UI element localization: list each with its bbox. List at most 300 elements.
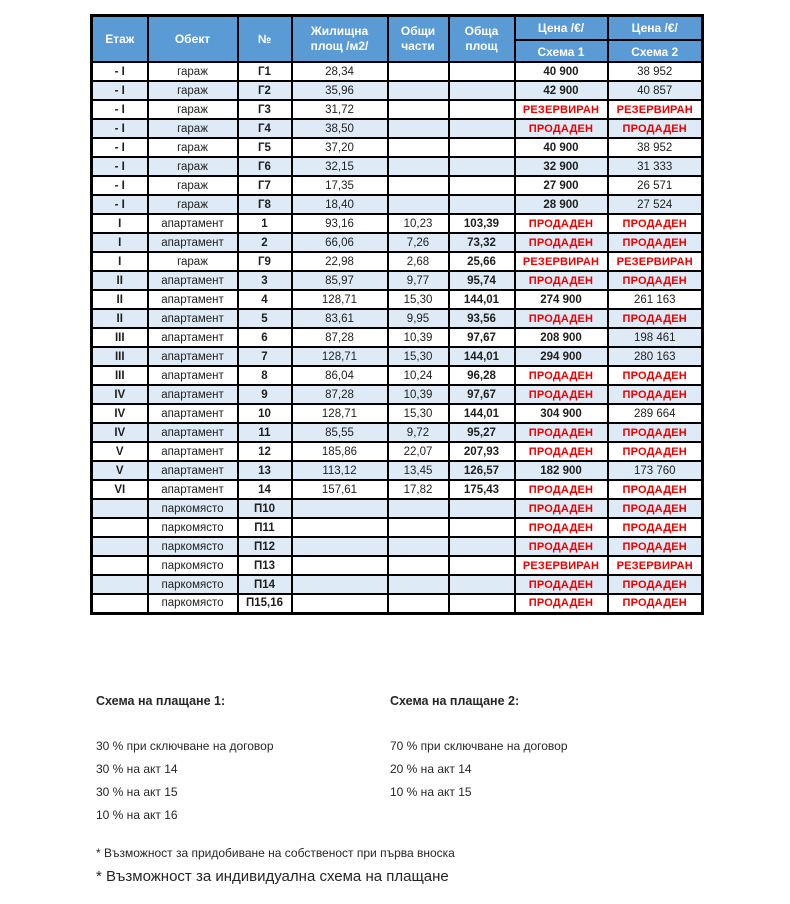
- cell-total-area: 207,93: [449, 442, 515, 461]
- cell-object: гараж: [148, 100, 238, 119]
- cell-total-area: [449, 100, 515, 119]
- cell-price-scheme1: ПРОДАДЕН: [515, 309, 608, 328]
- cell-common-parts: 9,95: [388, 309, 449, 328]
- cell-floor: I: [92, 252, 148, 271]
- cell-object: паркомясто: [148, 575, 238, 594]
- header-price2-label: Цена /€/: [631, 21, 678, 35]
- cell-object: гараж: [148, 157, 238, 176]
- table-row: [92, 309, 703, 328]
- cell-floor: III: [92, 328, 148, 347]
- cell-price-scheme1: ПРОДАДЕН: [515, 271, 608, 290]
- scheme-1-item: 30 % при сключване на договор: [96, 739, 274, 753]
- cell-common-parts: [388, 119, 449, 138]
- cell-common-parts: [388, 575, 449, 594]
- cell-floor: - I: [92, 157, 148, 176]
- cell-common-parts: 7,26: [388, 233, 449, 252]
- cell-price-scheme1: РЕЗЕРВИРАН: [515, 252, 608, 271]
- table-row: [92, 575, 703, 594]
- cell-object: гараж: [148, 252, 238, 271]
- table-row: [92, 271, 703, 290]
- cell-floor: II: [92, 271, 148, 290]
- cell-floor: - I: [92, 62, 148, 81]
- cell-price-scheme2: РЕЗЕРВИРАН: [608, 252, 703, 271]
- cell-price-scheme2: РЕЗЕРВИРАН: [608, 556, 703, 575]
- cell-floor: III: [92, 347, 148, 366]
- cell-price-scheme2: ПРОДАДЕН: [608, 423, 703, 442]
- cell-living-area: 31,72: [292, 100, 388, 119]
- cell-number: 4: [238, 290, 292, 309]
- cell-floor: - I: [92, 138, 148, 157]
- cell-price-scheme1: 274 900: [515, 290, 608, 309]
- header-scheme2-label: Схема 2: [609, 39, 702, 61]
- cell-floor: VI: [92, 480, 148, 499]
- cell-price-scheme1: 294 900: [515, 347, 608, 366]
- cell-price-scheme2: 26 571: [608, 176, 703, 195]
- table-row: [92, 556, 703, 575]
- cell-object: гараж: [148, 62, 238, 81]
- cell-number: П15,16: [238, 594, 292, 613]
- cell-object: апартамент: [148, 461, 238, 480]
- cell-floor: [92, 575, 148, 594]
- cell-total-area: [449, 176, 515, 195]
- table-row: [92, 518, 703, 537]
- cell-living-area: 38,50: [292, 119, 388, 138]
- scheme-1-item: 30 % на акт 15: [96, 785, 178, 799]
- cell-price-scheme1: 182 900: [515, 461, 608, 480]
- cell-number: 6: [238, 328, 292, 347]
- cell-total-area: 97,67: [449, 328, 515, 347]
- cell-price-scheme2: 280 163: [608, 347, 703, 366]
- cell-object: апартамент: [148, 366, 238, 385]
- cell-object: апартамент: [148, 233, 238, 252]
- cell-number: П12: [238, 537, 292, 556]
- cell-living-area: [292, 518, 388, 537]
- cell-number: 8: [238, 366, 292, 385]
- cell-number: П11: [238, 518, 292, 537]
- cell-common-parts: 10,39: [388, 328, 449, 347]
- cell-object: паркомясто: [148, 518, 238, 537]
- cell-common-parts: 2,68: [388, 252, 449, 271]
- cell-living-area: 18,40: [292, 195, 388, 214]
- cell-living-area: 35,96: [292, 81, 388, 100]
- cell-object: апартамент: [148, 385, 238, 404]
- header-common-parts-line1: Общи: [400, 24, 436, 38]
- cell-total-area: [449, 119, 515, 138]
- cell-common-parts: [388, 157, 449, 176]
- scheme-2-item: 20 % на акт 14: [390, 762, 472, 776]
- cell-living-area: 85,55: [292, 423, 388, 442]
- cell-total-area: 175,43: [449, 480, 515, 499]
- cell-common-parts: [388, 138, 449, 157]
- cell-total-area: 144,01: [449, 290, 515, 309]
- scheme-2-item: 10 % на акт 15: [390, 785, 472, 799]
- cell-living-area: 93,16: [292, 214, 388, 233]
- footnote-ownership: * Възможност за придобиване на собственост при първа вноска: [96, 846, 455, 860]
- cell-number: Г2: [238, 81, 292, 100]
- cell-price-scheme2: ПРОДАДЕН: [608, 480, 703, 499]
- cell-total-area: [449, 594, 515, 613]
- cell-price-scheme1: РЕЗЕРВИРАН: [515, 556, 608, 575]
- cell-common-parts: [388, 556, 449, 575]
- table-body: [92, 62, 703, 613]
- header-total-area-line1: Обща: [464, 24, 499, 38]
- cell-total-area: 97,67: [449, 385, 515, 404]
- cell-number: П14: [238, 575, 292, 594]
- cell-floor: IV: [92, 423, 148, 442]
- cell-price-scheme1: ПРОДАДЕН: [515, 537, 608, 556]
- cell-price-scheme2: ПРОДАДЕН: [608, 499, 703, 518]
- cell-number: Г3: [238, 100, 292, 119]
- cell-price-scheme2: ПРОДАДЕН: [608, 233, 703, 252]
- table-row: [92, 195, 703, 214]
- cell-common-parts: [388, 100, 449, 119]
- table-row: [92, 499, 703, 518]
- cell-price-scheme1: 27 900: [515, 176, 608, 195]
- cell-number: 3: [238, 271, 292, 290]
- cell-price-scheme1: 32 900: [515, 157, 608, 176]
- cell-object: апартамент: [148, 271, 238, 290]
- cell-object: паркомясто: [148, 537, 238, 556]
- cell-price-scheme1: 28 900: [515, 195, 608, 214]
- cell-floor: II: [92, 290, 148, 309]
- cell-common-parts: [388, 62, 449, 81]
- cell-number: 11: [238, 423, 292, 442]
- cell-total-area: [449, 138, 515, 157]
- cell-common-parts: 15,30: [388, 290, 449, 309]
- cell-total-area: [449, 81, 515, 100]
- cell-price-scheme2: ПРОДАДЕН: [608, 537, 703, 556]
- cell-common-parts: [388, 518, 449, 537]
- table-row: [92, 404, 703, 423]
- cell-total-area: 96,28: [449, 366, 515, 385]
- cell-living-area: 128,71: [292, 290, 388, 309]
- cell-floor: - I: [92, 81, 148, 100]
- cell-total-area: [449, 499, 515, 518]
- cell-number: 9: [238, 385, 292, 404]
- table-row: [92, 138, 703, 157]
- cell-common-parts: [388, 537, 449, 556]
- header-total-area: [449, 16, 515, 63]
- cell-living-area: 87,28: [292, 328, 388, 347]
- table-row: [92, 480, 703, 499]
- table-row: [92, 594, 703, 613]
- cell-object: гараж: [148, 81, 238, 100]
- header-living-area-line2: площ /м2/: [310, 39, 369, 53]
- cell-floor: [92, 594, 148, 613]
- cell-number: Г4: [238, 119, 292, 138]
- cell-number: 13: [238, 461, 292, 480]
- header-price1-label: Цена /€/: [537, 21, 585, 35]
- cell-object: паркомясто: [148, 594, 238, 613]
- table-row: [92, 290, 703, 309]
- table-row: [92, 328, 703, 347]
- footnote-individual-scheme: * Възможност за индивидуална схема на плащане: [96, 868, 449, 885]
- cell-price-scheme2: 38 952: [608, 138, 703, 157]
- cell-price-scheme2: ПРОДАДЕН: [608, 309, 703, 328]
- cell-floor: - I: [92, 195, 148, 214]
- cell-object: гараж: [148, 195, 238, 214]
- cell-common-parts: [388, 81, 449, 100]
- cell-floor: [92, 518, 148, 537]
- cell-living-area: 85,97: [292, 271, 388, 290]
- payment-scheme-1: [96, 694, 390, 827]
- cell-price-scheme1: 40 900: [515, 138, 608, 157]
- header-common-parts: [388, 16, 449, 63]
- cell-price-scheme2: ПРОДАДЕН: [608, 575, 703, 594]
- cell-floor: [92, 537, 148, 556]
- scheme-1-title: Схема на плащане 1:: [96, 694, 226, 708]
- cell-floor: II: [92, 309, 148, 328]
- cell-price-scheme1: ПРОДАДЕН: [515, 366, 608, 385]
- cell-total-area: 93,56: [449, 309, 515, 328]
- cell-living-area: 113,12: [292, 461, 388, 480]
- cell-number: 1: [238, 214, 292, 233]
- cell-object: апартамент: [148, 214, 238, 233]
- table-row: [92, 442, 703, 461]
- payment-scheme-2: [390, 694, 568, 827]
- cell-total-area: [449, 518, 515, 537]
- cell-object: апартамент: [148, 404, 238, 423]
- scheme-1-item: 10 % на акт 16: [96, 808, 178, 822]
- cell-price-scheme1: 304 900: [515, 404, 608, 423]
- cell-price-scheme1: ПРОДАДЕН: [515, 233, 608, 252]
- header-price-scheme1: [515, 16, 608, 63]
- table-row: [92, 461, 703, 480]
- cell-number: 14: [238, 480, 292, 499]
- price-table: [90, 14, 704, 615]
- cell-object: паркомясто: [148, 556, 238, 575]
- header-common-parts-line2: части: [401, 39, 435, 53]
- cell-number: Г5: [238, 138, 292, 157]
- table-row: [92, 119, 703, 138]
- header-living-area: [292, 16, 388, 63]
- cell-object: гараж: [148, 119, 238, 138]
- cell-living-area: 28,34: [292, 62, 388, 81]
- cell-total-area: [449, 556, 515, 575]
- cell-price-scheme2: ПРОДАДЕН: [608, 119, 703, 138]
- cell-floor: - I: [92, 119, 148, 138]
- cell-price-scheme2: ПРОДАДЕН: [608, 385, 703, 404]
- cell-object: апартамент: [148, 480, 238, 499]
- scheme-1-item: 30 % на акт 14: [96, 762, 178, 776]
- table-row: [92, 176, 703, 195]
- cell-common-parts: 15,30: [388, 347, 449, 366]
- cell-total-area: 103,39: [449, 214, 515, 233]
- cell-object: гараж: [148, 176, 238, 195]
- cell-floor: IV: [92, 385, 148, 404]
- cell-price-scheme2: ПРОДАДЕН: [608, 518, 703, 537]
- cell-price-scheme1: ПРОДАДЕН: [515, 119, 608, 138]
- cell-common-parts: 9,77: [388, 271, 449, 290]
- cell-number: П10: [238, 499, 292, 518]
- cell-price-scheme1: ПРОДАДЕН: [515, 423, 608, 442]
- header-number: [238, 16, 292, 63]
- cell-price-scheme2: ПРОДАДЕН: [608, 214, 703, 233]
- cell-price-scheme2: РЕЗЕРВИРАН: [608, 100, 703, 119]
- cell-living-area: 83,61: [292, 309, 388, 328]
- cell-price-scheme1: ПРОДАДЕН: [515, 575, 608, 594]
- cell-price-scheme2: ПРОДАДЕН: [608, 442, 703, 461]
- cell-object: апартамент: [148, 347, 238, 366]
- table-row: [92, 81, 703, 100]
- header-price-scheme2: [608, 16, 703, 63]
- cell-common-parts: 10,23: [388, 214, 449, 233]
- scheme-2-title: Схема на плащане 2:: [390, 694, 520, 708]
- cell-living-area: [292, 575, 388, 594]
- cell-total-area: 95,74: [449, 271, 515, 290]
- cell-floor: V: [92, 442, 148, 461]
- cell-price-scheme1: РЕЗЕРВИРАН: [515, 100, 608, 119]
- cell-total-area: [449, 537, 515, 556]
- cell-price-scheme2: 31 333: [608, 157, 703, 176]
- cell-floor: I: [92, 233, 148, 252]
- cell-common-parts: 13,45: [388, 461, 449, 480]
- cell-total-area: [449, 157, 515, 176]
- cell-number: Г7: [238, 176, 292, 195]
- cell-living-area: 157,61: [292, 480, 388, 499]
- cell-total-area: 25,66: [449, 252, 515, 271]
- cell-price-scheme1: ПРОДАДЕН: [515, 594, 608, 613]
- cell-price-scheme2: ПРОДАДЕН: [608, 594, 703, 613]
- header-number-label: №: [257, 31, 272, 46]
- cell-common-parts: 9,72: [388, 423, 449, 442]
- cell-price-scheme2: ПРОДАДЕН: [608, 271, 703, 290]
- cell-total-area: 144,01: [449, 404, 515, 423]
- payment-schemes: [96, 694, 568, 827]
- cell-price-scheme2: 40 857: [608, 81, 703, 100]
- cell-number: Г9: [238, 252, 292, 271]
- cell-common-parts: [388, 176, 449, 195]
- header-floor-label: Етаж: [105, 31, 135, 46]
- cell-number: 5: [238, 309, 292, 328]
- table-row: [92, 157, 703, 176]
- cell-living-area: 128,71: [292, 347, 388, 366]
- cell-living-area: 185,86: [292, 442, 388, 461]
- table-row: [92, 366, 703, 385]
- header-object: [148, 16, 238, 63]
- table-row: [92, 385, 703, 404]
- header-floor: [92, 16, 148, 63]
- cell-common-parts: 22,07: [388, 442, 449, 461]
- cell-object: апартамент: [148, 423, 238, 442]
- cell-number: П13: [238, 556, 292, 575]
- cell-floor: - I: [92, 176, 148, 195]
- cell-price-scheme2: 27 524: [608, 195, 703, 214]
- header-living-area-line1: Жилищна: [310, 24, 369, 38]
- cell-object: апартамент: [148, 328, 238, 347]
- cell-floor: III: [92, 366, 148, 385]
- cell-living-area: [292, 537, 388, 556]
- cell-total-area: 73,32: [449, 233, 515, 252]
- cell-number: 12: [238, 442, 292, 461]
- cell-floor: IV: [92, 404, 148, 423]
- cell-object: апартамент: [148, 442, 238, 461]
- cell-price-scheme1: 208 900: [515, 328, 608, 347]
- cell-floor: [92, 499, 148, 518]
- cell-object: апартамент: [148, 290, 238, 309]
- cell-price-scheme1: ПРОДАДЕН: [515, 480, 608, 499]
- table-row: [92, 423, 703, 442]
- cell-floor: V: [92, 461, 148, 480]
- cell-common-parts: [388, 499, 449, 518]
- cell-living-area: 22,98: [292, 252, 388, 271]
- cell-common-parts: 15,30: [388, 404, 449, 423]
- cell-living-area: 128,71: [292, 404, 388, 423]
- table-row: [92, 214, 703, 233]
- table-row: [92, 252, 703, 271]
- cell-living-area: [292, 556, 388, 575]
- cell-common-parts: [388, 195, 449, 214]
- cell-price-scheme1: ПРОДАДЕН: [515, 499, 608, 518]
- table-row: [92, 233, 703, 252]
- header-row: [92, 16, 703, 63]
- cell-price-scheme2: 38 952: [608, 62, 703, 81]
- cell-price-scheme2: 173 760: [608, 461, 703, 480]
- cell-price-scheme1: 40 900: [515, 62, 608, 81]
- cell-number: Г6: [238, 157, 292, 176]
- cell-price-scheme1: ПРОДАДЕН: [515, 214, 608, 233]
- header-total-area-line2: площ: [465, 39, 498, 53]
- cell-common-parts: 17,82: [388, 480, 449, 499]
- cell-living-area: [292, 594, 388, 613]
- cell-common-parts: [388, 594, 449, 613]
- table-row: [92, 347, 703, 366]
- cell-price-scheme2: ПРОДАДЕН: [608, 366, 703, 385]
- cell-living-area: 37,20: [292, 138, 388, 157]
- cell-living-area: 86,04: [292, 366, 388, 385]
- cell-total-area: [449, 195, 515, 214]
- table-row: [92, 537, 703, 556]
- cell-price-scheme1: ПРОДАДЕН: [515, 385, 608, 404]
- cell-living-area: 87,28: [292, 385, 388, 404]
- cell-living-area: 17,35: [292, 176, 388, 195]
- table-row: [92, 62, 703, 81]
- header-object-label: Обект: [174, 31, 211, 46]
- table-header: [92, 16, 703, 63]
- cell-floor: I: [92, 214, 148, 233]
- cell-price-scheme2: 198 461: [608, 328, 703, 347]
- cell-total-area: 126,57: [449, 461, 515, 480]
- scheme-2-item: 70 % при сключване на договор: [390, 739, 568, 753]
- cell-total-area: [449, 575, 515, 594]
- cell-price-scheme2: 261 163: [608, 290, 703, 309]
- cell-floor: [92, 556, 148, 575]
- cell-object: гараж: [148, 138, 238, 157]
- cell-common-parts: 10,24: [388, 366, 449, 385]
- cell-number: 10: [238, 404, 292, 423]
- cell-common-parts: 10,39: [388, 385, 449, 404]
- footnotes: [96, 843, 455, 889]
- cell-price-scheme1: ПРОДАДЕН: [515, 518, 608, 537]
- cell-price-scheme1: ПРОДАДЕН: [515, 442, 608, 461]
- table-row: [92, 100, 703, 119]
- cell-number: Г1: [238, 62, 292, 81]
- cell-object: паркомясто: [148, 499, 238, 518]
- cell-living-area: 66,06: [292, 233, 388, 252]
- header-scheme1-label: Схема 1: [516, 39, 607, 61]
- cell-number: 7: [238, 347, 292, 366]
- cell-total-area: 144,01: [449, 347, 515, 366]
- cell-living-area: [292, 499, 388, 518]
- cell-number: Г8: [238, 195, 292, 214]
- cell-price-scheme1: 42 900: [515, 81, 608, 100]
- cell-total-area: 95,27: [449, 423, 515, 442]
- cell-living-area: 32,15: [292, 157, 388, 176]
- cell-floor: - I: [92, 100, 148, 119]
- cell-number: 2: [238, 233, 292, 252]
- cell-object: апартамент: [148, 309, 238, 328]
- cell-total-area: [449, 62, 515, 81]
